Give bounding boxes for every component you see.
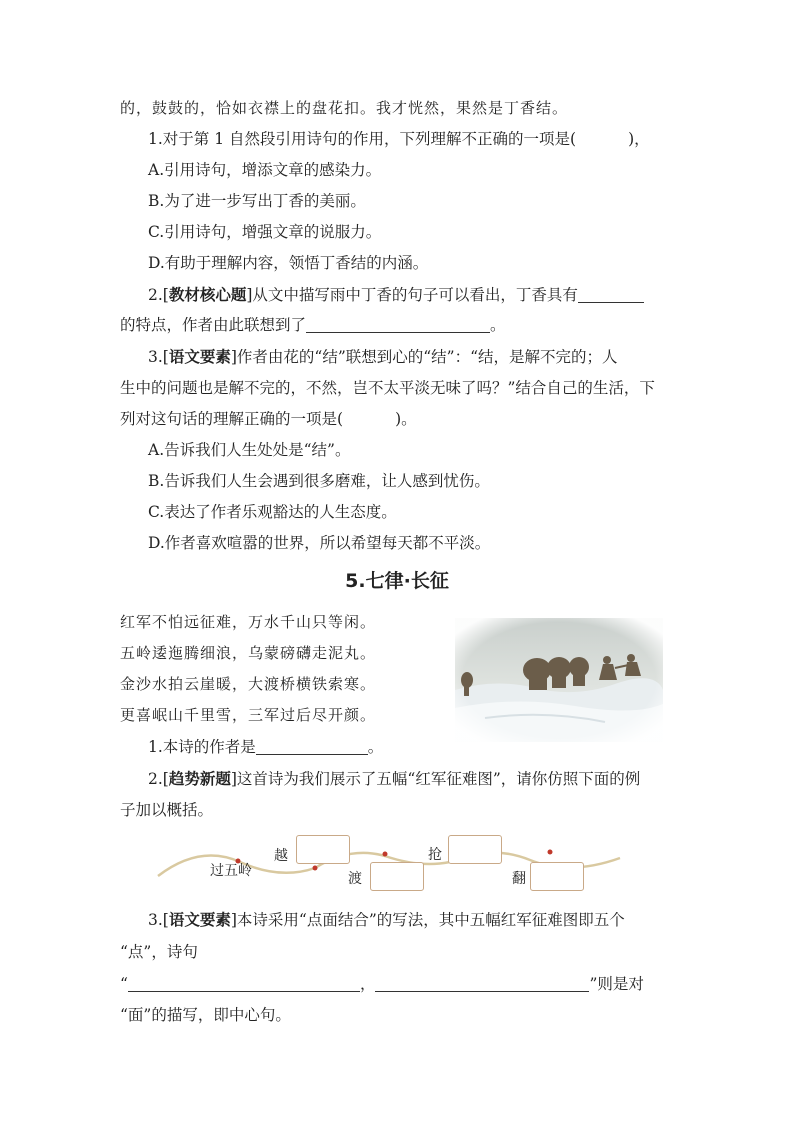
s-q3-line4: “面”的描写，即中心句。: [120, 1006, 291, 1024]
q3-option-d: D.作者喜欢喧嚣的世界，所以希望每天都不平淡。: [148, 534, 491, 552]
answer-box-fan[interactable]: [530, 862, 584, 891]
q2-line1: 2.[教材核心题]从文中描写雨中丁香的句子可以看出，丁香具有: [148, 285, 644, 305]
q1-option-d: D.有助于理解内容，领悟丁香结的内涵。: [148, 254, 429, 272]
poem-line-3: 金沙水拍云崖暖，大渡桥横铁索寒。: [120, 675, 377, 693]
poem-line-4: 更喜岷山千里雪，三军过后尽开颜。: [120, 706, 377, 724]
q3-line3: 列对这句话的理解正确的一项是( )。: [120, 410, 417, 428]
s-q3-line3: “ ， ”则是对: [120, 975, 644, 993]
answer-blank[interactable]: [256, 738, 368, 755]
q1-option-b: B.为了进一步写出丁香的美丽。: [148, 192, 366, 210]
answer-box-yue[interactable]: [296, 835, 350, 864]
label-guo-wuling: 过五岭: [210, 863, 252, 879]
poem-line-1: 红军不怕远征难，万水千山只等闲。: [120, 613, 377, 631]
answer-blank[interactable]: [375, 975, 589, 992]
passage-last-line: 的，鼓鼓的，恰如衣襟上的盘花扣。我才恍然，果然是丁香结。: [120, 99, 569, 117]
q3-option-c: C.表达了作者乐观豁达的人生态度。: [148, 503, 397, 521]
s-q3-line1: 3.[语文要素]本诗采用“点面结合”的写法，其中五幅红军征难图即五个: [148, 910, 625, 929]
q1-option-c: C.引用诗句，增强文章的说服力。: [148, 223, 382, 241]
s-q3-line2: “点”，诗句: [120, 943, 198, 961]
label-yue: 越: [274, 848, 288, 864]
label-qiang: 抢: [428, 847, 442, 863]
answer-blank[interactable]: [578, 286, 644, 303]
s-q2-line1: 2.[趋势新题]这首诗为我们展示了五幅“红军征难图”，请你仿照下面的例: [148, 769, 641, 788]
answer-blank[interactable]: [128, 975, 360, 992]
answer-box-qiang[interactable]: [448, 835, 502, 864]
route-dot: [548, 850, 553, 855]
q3-line2: 生中的问题也是解不完的，不然，岂不太平淡无味了吗？”结合自己的生活，下: [120, 379, 655, 397]
long-march-illustration: [455, 618, 663, 742]
route-dot: [313, 866, 318, 871]
s-q2-line2: 子加以概括。: [120, 801, 214, 819]
s-q1-line: 1.本诗的作者是 。: [148, 738, 384, 756]
route-dot: [383, 852, 388, 857]
q3-option-a: A.告诉我们人生处处是“结”。: [148, 441, 351, 459]
label-du: 渡: [348, 871, 362, 887]
poem-line-2: 五岭逶迤腾细浪，乌蒙磅礴走泥丸。: [120, 644, 377, 662]
q1-option-a: A.引用诗句，增添文章的感染力。: [148, 161, 382, 179]
q2-line2: 的特点，作者由此联想到了 。: [120, 316, 506, 334]
q3-option-b: B.告诉我们人生会遇到很多磨难，让人感到忧伤。: [148, 472, 490, 490]
march-route-diagram: [150, 828, 630, 898]
answer-blank[interactable]: [306, 316, 490, 333]
q3-line1: 3.[语文要素]作者由花的“结”联想到心的“结”：“结，是解不完的；人: [148, 347, 618, 366]
answer-box-du[interactable]: [370, 862, 424, 891]
section-title: 5.七律·长征: [345, 570, 449, 592]
label-fan: 翻: [512, 871, 526, 887]
q1-stem: 1.对于第 1 自然段引用诗句的作用，下列理解不正确的一项是( )，: [148, 130, 650, 148]
